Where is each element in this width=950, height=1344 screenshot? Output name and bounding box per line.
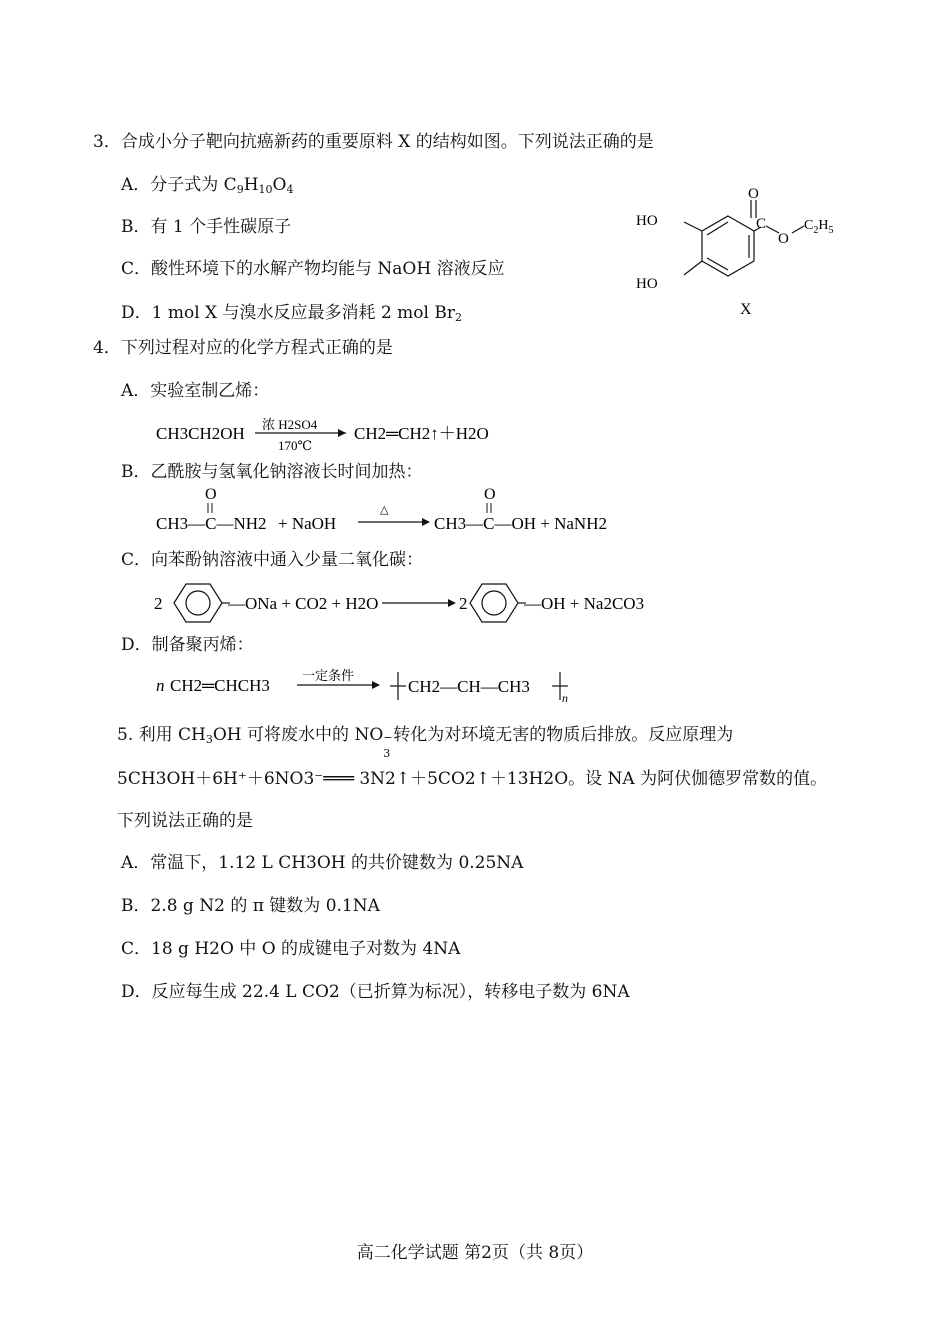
structure-o-ester: O — [778, 231, 789, 247]
q3-stem: 3．合成小分子靶向抗癌新药的重要原料 X 的结构如图。下列说法正确的是 — [93, 132, 654, 152]
q4-option-d-label: D．制备聚丙烯： — [121, 635, 254, 655]
structure-o-top: O — [748, 186, 759, 202]
q5-option-b: B．2.8 g N2 的 π 键数为 0.1NA — [121, 896, 380, 916]
q3-option-c: C．酸性环境下的水解产物均能与 NaOH 溶液反应 — [121, 259, 505, 279]
svg-text:+ NaOH: + NaOH — [278, 514, 337, 533]
svg-text:△: △ — [380, 504, 389, 516]
svg-text:CH3CH2OH: CH3CH2OH — [156, 424, 245, 443]
q4-option-b-equation — [150, 483, 650, 539]
q4-option-c-equation — [150, 574, 670, 632]
structure-c: C — [756, 216, 767, 232]
svg-text:CH3—C—OH + NaNH2: CH3—C—OH + NaNH2 — [434, 514, 607, 533]
structure-ethyl: $C_2H_5$ — [804, 218, 834, 236]
svg-text:浓 H2SO4: 浓 H2SO4 — [262, 417, 318, 432]
svg-text:O: O — [205, 486, 217, 503]
structure-x-diagram — [628, 180, 848, 320]
svg-text:n: n — [562, 691, 568, 705]
svg-text:2: 2 — [459, 594, 468, 613]
q4-option-b-label: B．乙酰胺与氢氧化钠溶液长时间加热： — [121, 462, 423, 482]
q4-option-a-label: A．实验室制乙烯： — [121, 381, 270, 401]
q3-option-a: A．分子式为 $C_9H_{10}O_4$ — [121, 175, 294, 196]
page-footer: 高二化学试题 第2页（共 8页） — [356, 1243, 594, 1263]
svg-text:—ONa + CO2 + H2O: —ONa + CO2 + H2O — [228, 594, 379, 613]
q3-option-b: B．有 1 个手性碳原子 — [121, 217, 292, 237]
q4-option-a-equation — [150, 408, 570, 454]
q4-option-c-label: C．向苯酚钠溶液中通入少量二氧化碳： — [121, 550, 424, 570]
svg-text:CH2═CH2↑＋H2O: CH2═CH2↑＋H2O — [354, 424, 489, 443]
svg-text:CH2—CH—CH3: CH2—CH—CH3 — [408, 677, 530, 696]
q5-option-d: D．反应每生成 22.4 L CO2（已折算为标况），转移电子数为 6NA — [121, 982, 630, 1002]
svg-text:O: O — [484, 486, 496, 503]
svg-text:—OH + Na2CO3: —OH + Na2CO3 — [524, 594, 645, 613]
q5-stem-line-3: 下列说法正确的是 — [117, 811, 253, 831]
q5-option-c: C．18 g H2O 中 O 的成键电子对数为 4NA — [121, 939, 461, 959]
q5-option-a: A．常温下，1.12 L CH3OH 的共价键数为 0.25NA — [121, 853, 524, 873]
structure-label: X — [740, 301, 752, 318]
structure-ho-2: HO — [636, 276, 658, 292]
q5-stem-line-1: 5. 利用 $CH_3OH$ 可将废水中的 NO − 3 转化为对环境无害的物质后排放。反应原理为 — [117, 725, 734, 760]
q3-option-d: D．1 mol X 与溴水反应最多消耗 2 mol $Br_2$ — [121, 303, 462, 324]
svg-text:2: 2 — [154, 594, 163, 613]
structure-ho-1: HO — [636, 213, 658, 229]
q4-stem: 4．下列过程对应的化学方程式正确的是 — [93, 338, 393, 358]
svg-text:170℃: 170℃ — [278, 438, 313, 453]
svg-text:CH2═CHCH3: CH2═CHCH3 — [170, 676, 270, 695]
svg-text:CH3—C—NH2: CH3—C—NH2 — [156, 514, 267, 533]
svg-text:n: n — [156, 676, 165, 695]
q4-option-d-equation — [150, 660, 600, 708]
svg-text:一定条件: 一定条件 — [302, 668, 355, 683]
q5-stem-line-2: 5CH3OH＋6H⁺＋6NO3⁻═══ 3N2↑＋5CO2↑＋13H2O。设 NA 为阿伏伽德罗常数的值。 — [117, 769, 828, 789]
